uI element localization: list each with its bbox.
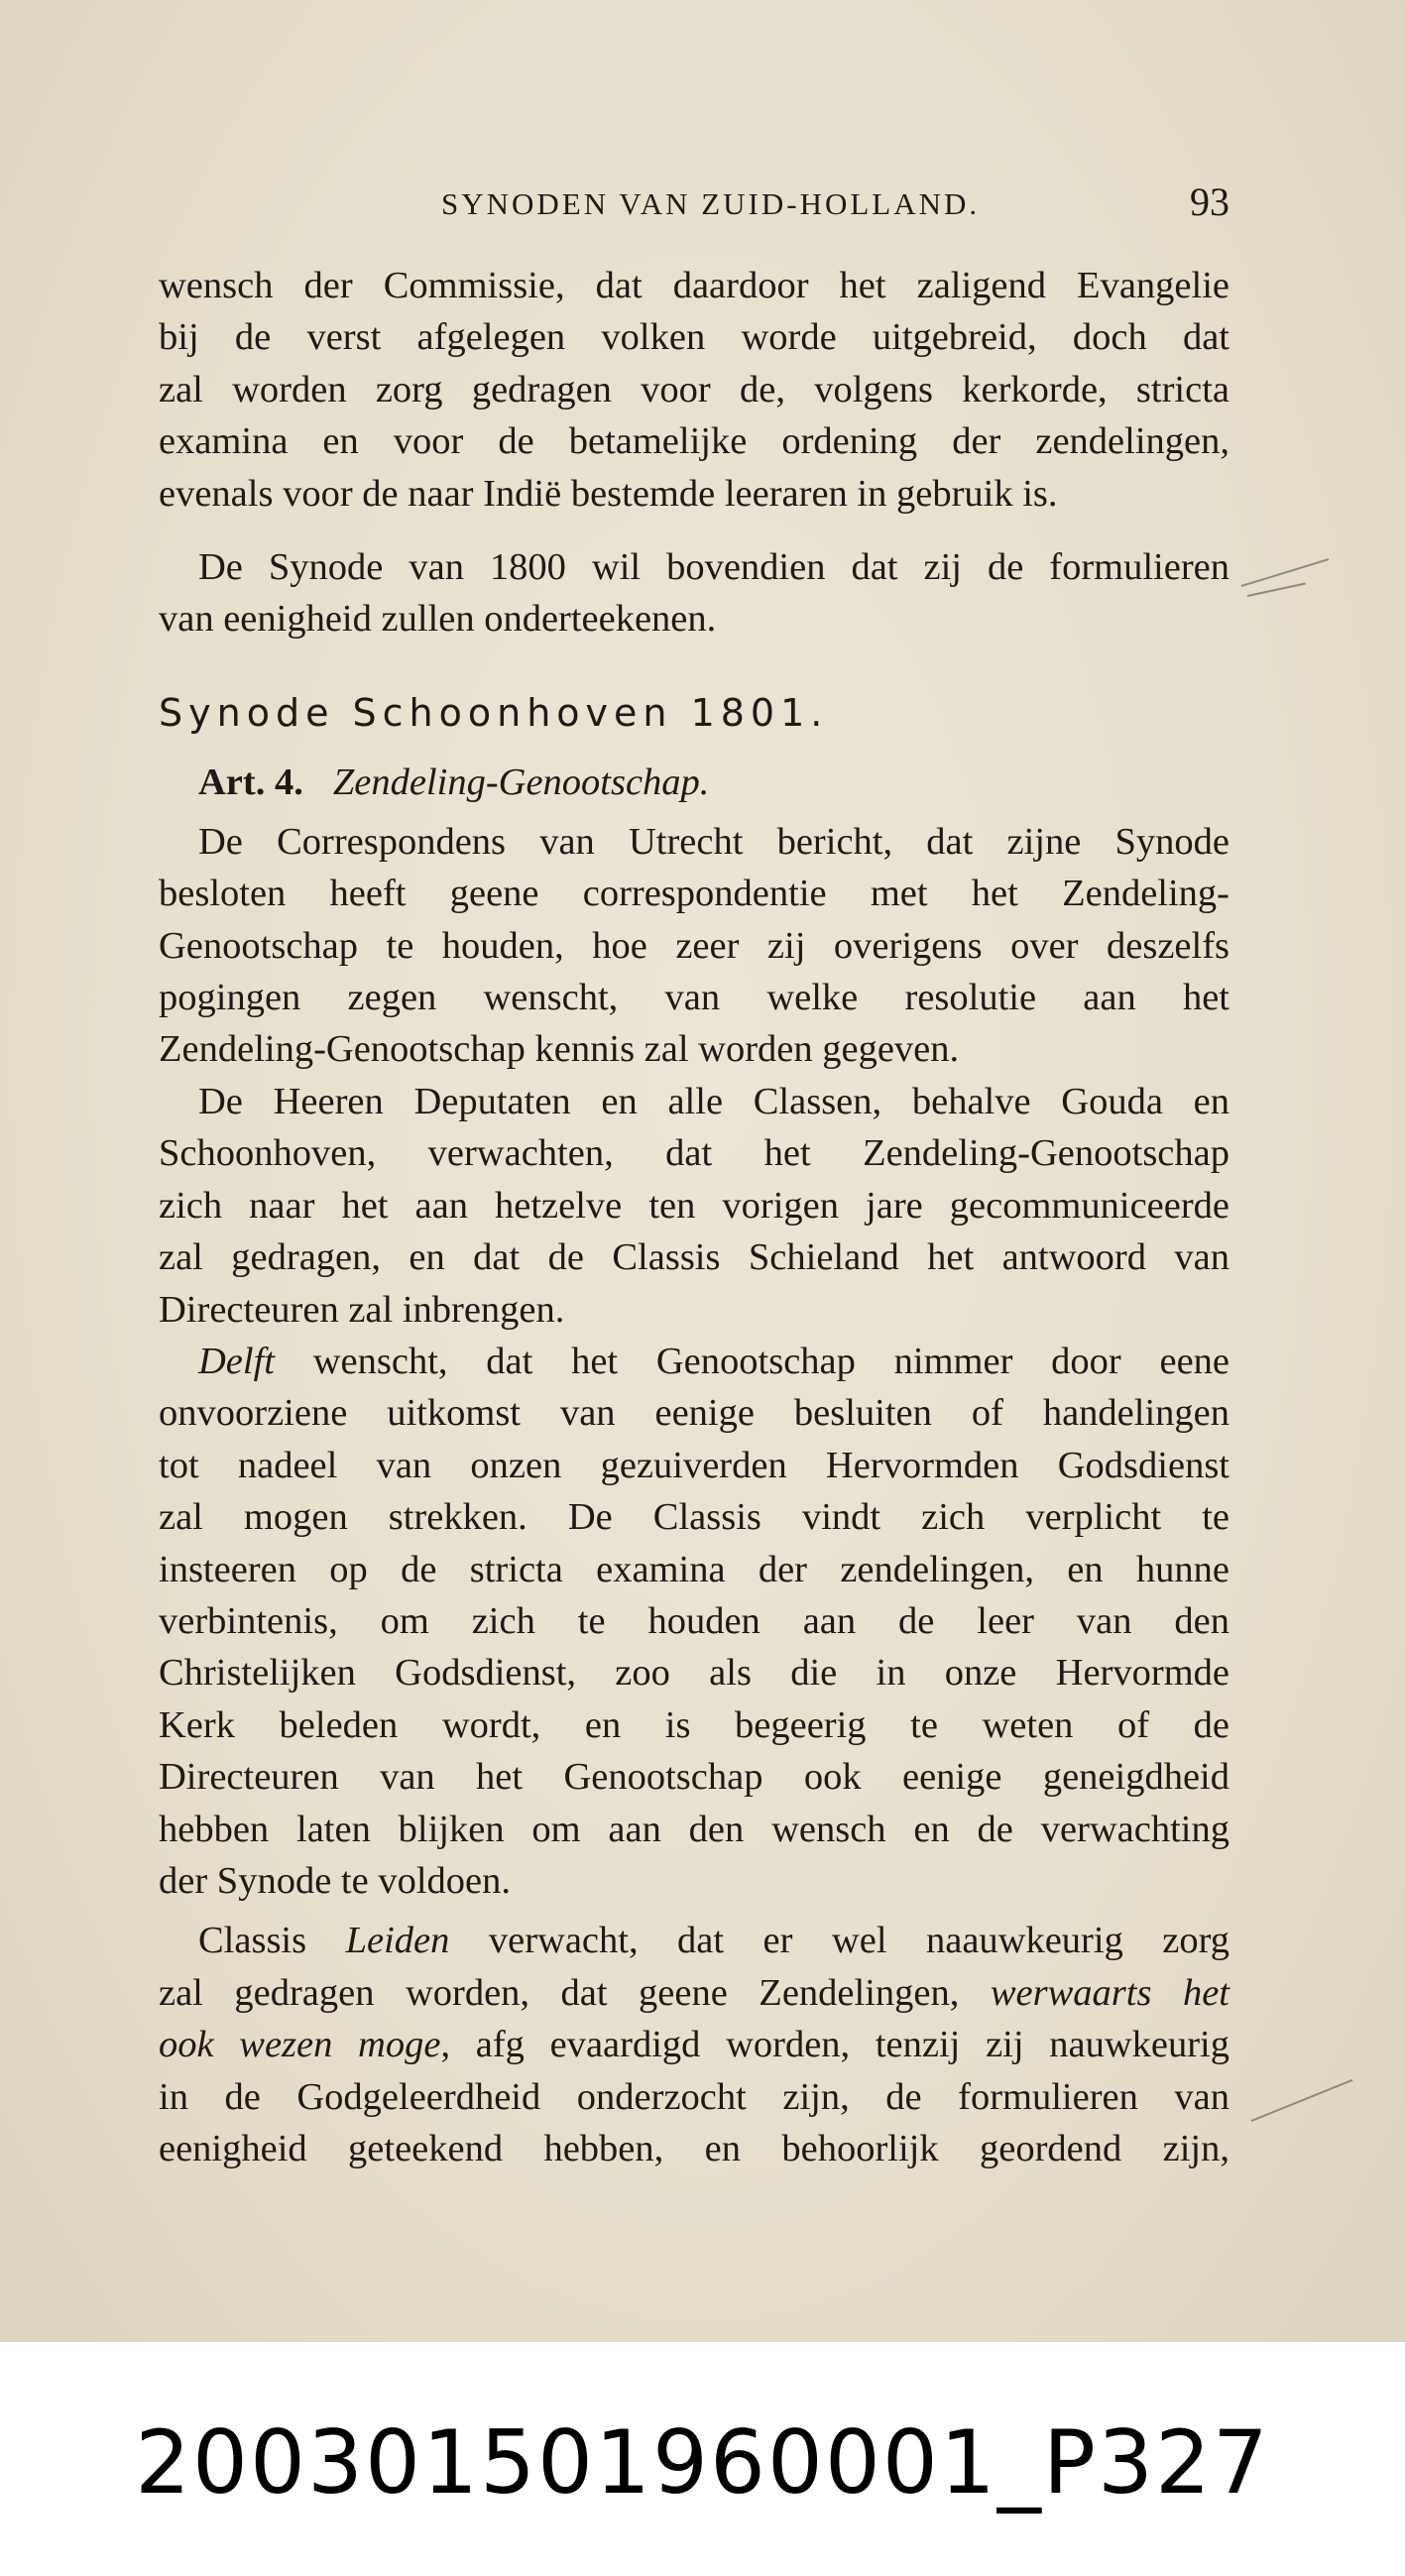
synod-heading: Synode Schoonhoven 1801. [159,690,829,735]
text-line: besloten heeft geene correspondentie met het Zendeling- [159,873,1229,915]
text-line: De Correspondens van Utrecht bericht, dat zijne Synode [198,820,1229,863]
italic-phrase: werwaarts het [990,1971,1229,2014]
text-line: verbintenis, om zich te houden aan de leer van den [159,1599,1229,1642]
text-line: Genootschap te houden, hoe zeer zij overigens over deszelfs [159,924,1229,967]
text-line: zich naar het aan hetzelve ten vorigen jare gecommuniceerde [159,1184,1229,1227]
running-head: SYNODEN VAN ZUID-HOLLAND. [441,186,981,221]
pencil-mark [1251,2079,1353,2122]
body-text [159,260,1229,2174]
paragraph-3 [159,816,1229,1076]
text-line: Directeuren van het Genootschap ook eenige geneigdheid [159,1756,1229,1799]
italic-phrase: ook wezen moge [159,2024,441,2066]
text-line: De Heeren Deputaten en alle Classen, behalve Gouda en [198,1080,1229,1122]
text-line: Christelijken Godsdienst, zoo als die in onze Hervormde [159,1652,1229,1695]
place-name: Leiden [345,1920,450,1962]
text-line: onvoorziene uitkomst van eenige besluiten of handelingen [159,1392,1229,1435]
text-line: pogingen zegen wenscht, van welke resolutie aan het [159,977,1229,1019]
text-line: examina en voor de betamelijke ordening der zendelingen, [159,420,1229,463]
paragraph-2 [159,541,1229,645]
pencil-mark [1247,583,1306,597]
text-line: evenals voor de naar Indië bestemde leeraren in gebruik is. [159,472,1058,515]
text-line: Zendeling-Genootschap kennis zal worden gegeven. [159,1028,960,1071]
text-line: bij de verst afgelegen volken worde uitgebreid, doch dat [159,316,1229,359]
scan-id-label: 20030150196000​1_P327 [135,2411,1270,2514]
text-line: in de Godgeleerdheid onderzocht zijn, de formulieren van [159,2075,1229,2118]
text-line: der Synode te voldoen. [159,1859,511,1902]
text-line [159,1967,1229,2019]
text-run: verwacht, dat er wel naauwkeurig zorg [449,1920,1230,1962]
text-line: De Synode van 1800 wil bovendien dat zij de formulieren [198,546,1229,589]
text-line: zal worden zorg gedragen voor de, volgens kerkorde, stricta [159,368,1229,410]
article-label: Art. 4. [198,761,303,803]
text-line: Kerk beleden wordt, en is begeerig te weten of de [159,1703,1229,1746]
pencil-mark [1241,558,1330,587]
text-line: van eenigheid zullen onderteekenen. [159,598,717,641]
paragraph-5 [159,1336,1229,1907]
text-line: hebben laten blijken om aan den wensch en de verwachting [159,1808,1229,1850]
text-run: zal gedragen worden, dat geene Zendelingen, [159,1971,991,2014]
paragraph-6 [159,1915,1229,2174]
paragraph-4 [159,1076,1229,1336]
place-name: Delft [198,1340,275,1382]
text-line: Schoonhoven, verwachten, dat het Zendeling-Genootschap [159,1132,1229,1175]
text-run: , afg evaardigd worden, tenzij zij nauwkeurig [440,2024,1229,2066]
text-run: wenscht, dat het Genootschap nimmer door eene [274,1340,1229,1382]
text-line: wensch der Commissie, dat daardoor het zaligend Evangelie [159,265,1229,306]
article-title: Zendeling-Genootschap. [332,761,710,803]
page-number: 93 [1190,179,1229,224]
page-header [159,178,1229,238]
text-run: Classis [198,1920,346,1962]
text-line: zal mogen strekken. De Classis vindt zich verplicht te [159,1496,1229,1539]
text-line: zal gedragen, en dat de Classis Schieland het antwoord van [159,1236,1229,1279]
article-heading [159,755,1229,810]
paragraph-1 [159,260,1229,520]
text-line [159,2019,1229,2070]
text-line [159,1915,1229,1966]
text-line: Directeuren zal inbrengen. [159,1288,565,1331]
text-line: tot nadeel van onzen gezuiverden Hervormden Godsdienst [159,1444,1229,1486]
text-line: insteeren op de stricta examina der zendelingen, en hunne [159,1548,1229,1590]
text-line: eenigheid geteekend hebben, en behoorlijk geordend zijn, [159,2128,1229,2169]
scan-id-band [0,2342,1405,2576]
text-line [159,1336,1229,1387]
